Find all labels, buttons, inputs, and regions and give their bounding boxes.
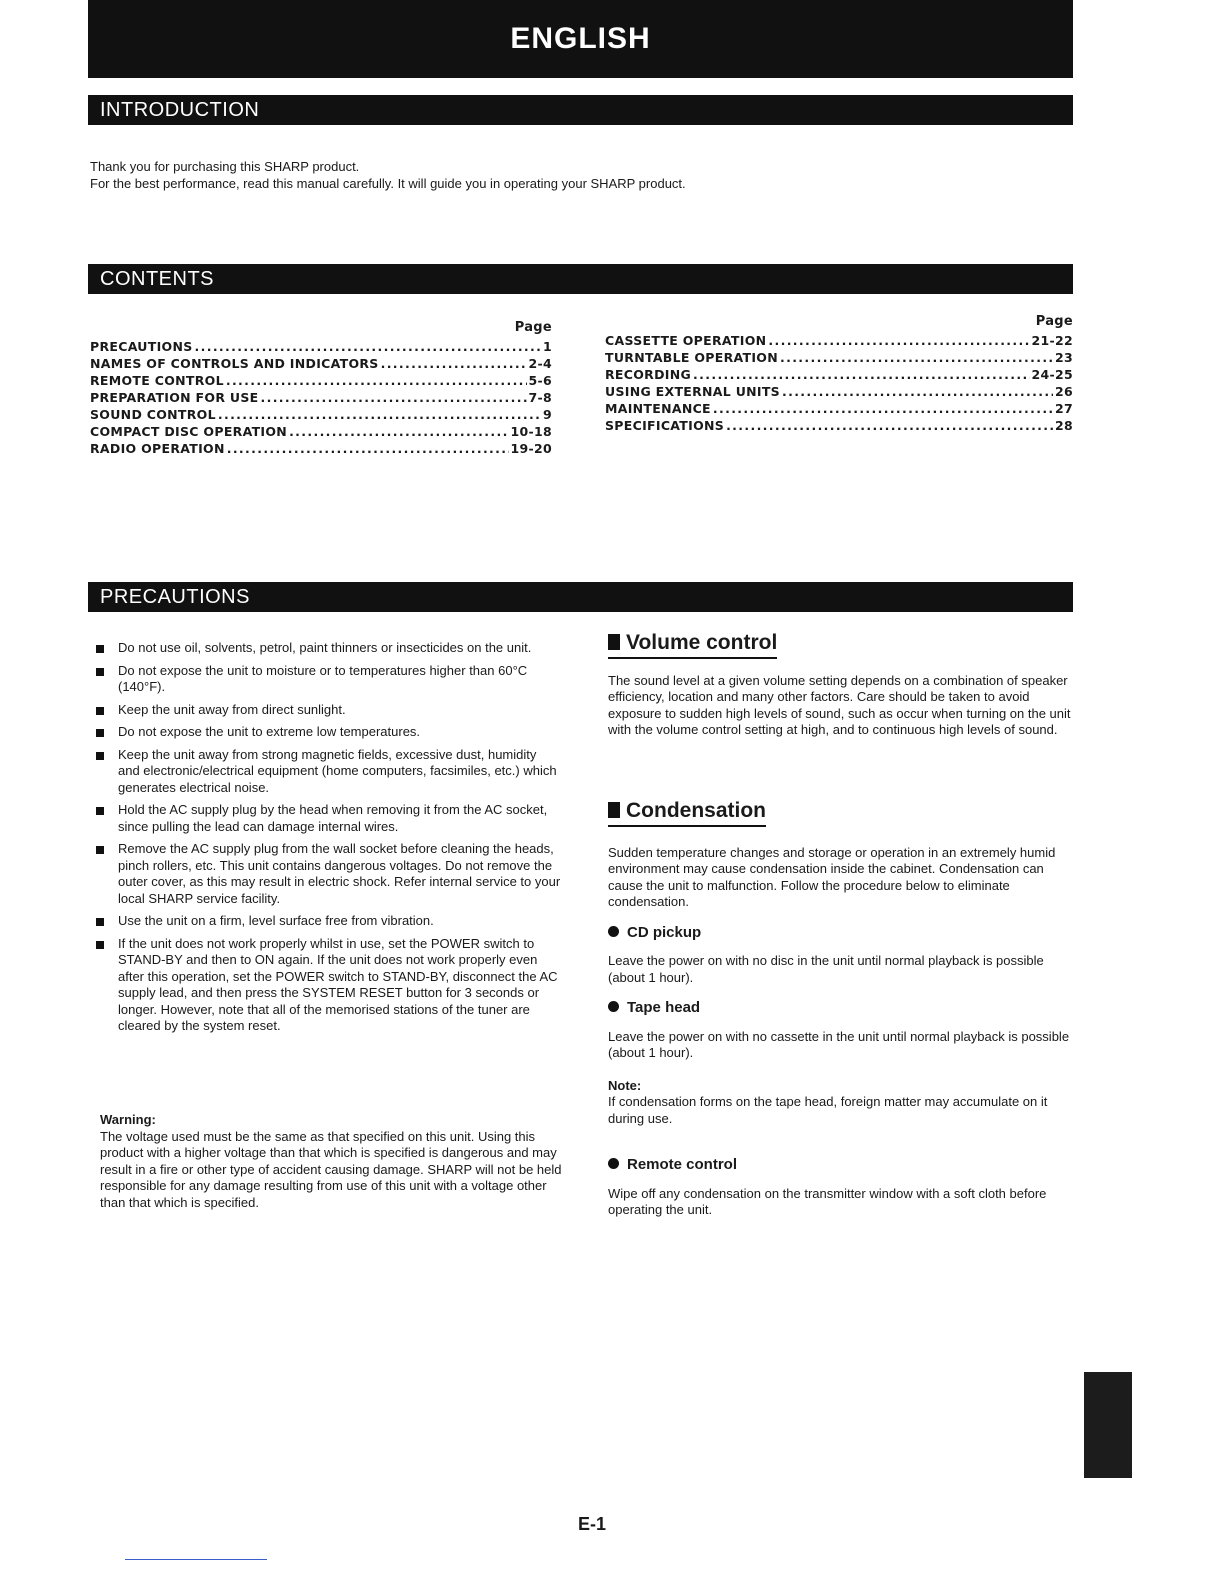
toc-title: SOUND CONTROL — [90, 407, 216, 422]
tape-head-heading: Tape head — [608, 1000, 1076, 1017]
toc-title: MAINTENANCE — [605, 401, 711, 416]
warning-heading: Warning: — [100, 1112, 156, 1127]
toc-page: 24-25 — [1031, 367, 1073, 382]
volume-control-text: The sound level at a given volume setting depends on a combination of speaker efficiency, location and many other factors. Care should be taken to avoid exposure to sudden high levels of sound, such as occur when turning on the unit with the volume control setting at high, and to continuous high levels of sound. — [608, 672, 1071, 737]
toc-title: RECORDING — [605, 367, 692, 382]
cd-pickup-heading: CD pickup — [608, 925, 1076, 942]
toc-row[interactable] — [90, 407, 552, 424]
introduction-line-2: For the best performance, read this manual carefully. It will guide you in operating your SHARP product. — [90, 176, 686, 191]
list-item: If the unit does not work properly whilst in use, set the POWER switch to STAND-BY and then to ON again. If the unit does not work properly even after this operation, set the POWER switch to STAND-BY, disconnect the AC supply lead, and then press the SYSTEM RESET button for 3 seconds or longer. However, note that all of the memorised stations of the tuner are cleared by the system reset. — [96, 936, 561, 1035]
toc-title: COMPACT DISC OPERATION — [90, 424, 288, 439]
footer-rule — [125, 1559, 267, 1560]
toc-row[interactable] — [90, 441, 552, 458]
section-thumb-tab — [1084, 1372, 1132, 1478]
square-bullet-icon — [608, 802, 620, 818]
toc-title: RADIO OPERATION — [90, 441, 225, 456]
toc-row[interactable] — [605, 384, 1073, 401]
toc-title: CASSETTE OPERATION — [605, 333, 767, 348]
toc-page: 10-18 — [510, 424, 552, 439]
condensation-heading: Condensation — [608, 802, 766, 827]
list-item: Keep the unit away from strong magnetic fields, excessive dust, humidity and electronic/electrical equipment (home computers, facsimiles, etc.) which generates electrical noise. — [96, 747, 561, 797]
toc-title: USING EXTERNAL UNITS — [605, 384, 780, 399]
square-bullet-icon — [96, 846, 104, 854]
toc-row[interactable] — [90, 373, 552, 390]
toc-title: NAMES OF CONTROLS AND INDICATORS — [90, 356, 379, 371]
list-item: Do not use oil, solvents, petrol, paint thinners or insecticides on the unit. — [96, 640, 561, 657]
toc-page: 26 — [1055, 384, 1073, 399]
square-bullet-icon — [96, 668, 104, 676]
square-bullet-icon — [96, 918, 104, 926]
toc-title: SPECIFICATIONS — [605, 418, 725, 433]
toc-page: 1 — [543, 339, 552, 354]
introduction-header — [88, 95, 1073, 125]
square-bullet-icon — [608, 634, 620, 650]
toc-row[interactable] — [605, 350, 1073, 367]
toc-title: REMOTE CONTROL — [90, 373, 224, 388]
toc-page: 9 — [543, 407, 552, 422]
condensation-text: Sudden temperature changes and storage or operation in an extremely humid environment may cause condensation inside the cabinet. Condensation can cause the unit to malfunction. Follow the procedure below to eliminate condensation. — [608, 844, 1056, 909]
language-banner — [88, 0, 1073, 78]
toc-title: PRECAUTIONS — [90, 339, 193, 354]
toc-page: 5-6 — [528, 373, 552, 388]
square-bullet-icon — [96, 729, 104, 737]
precautions-heading: PRECAUTIONS — [88, 582, 262, 614]
toc-title: TURNTABLE OPERATION — [605, 350, 778, 365]
note-text: If condensation forms on the tape head, foreign matter may accumulate on it during use. — [608, 1094, 1048, 1126]
page-label: Page — [1035, 314, 1073, 329]
toc-title: PREPARATION FOR USE — [90, 390, 259, 405]
list-item: Keep the unit away from direct sunlight. — [96, 702, 561, 719]
square-bullet-icon — [96, 707, 104, 715]
page-label: Page — [514, 320, 552, 335]
note-heading: Note: — [608, 1077, 642, 1093]
cd-pickup-text: Leave the power on with no disc in the unit until normal playback is possible (about 1 hour). — [608, 953, 1044, 985]
banner-title: ENGLISH — [510, 22, 651, 55]
toc-row[interactable] — [605, 367, 1073, 384]
contents-right-column — [605, 314, 1073, 435]
round-bullet-icon — [608, 1001, 619, 1012]
contents-header — [88, 264, 1073, 294]
precautions-list — [96, 640, 561, 1041]
introduction-text — [90, 158, 686, 192]
toc-page: 27 — [1055, 401, 1073, 416]
toc-row[interactable] — [90, 339, 552, 356]
introduction-heading: INTRODUCTION — [88, 95, 271, 127]
list-item: Hold the AC supply plug by the head when removing it from the AC socket, since pulling the lead can damage internal wires. — [96, 802, 561, 835]
volume-control-section — [608, 631, 1076, 739]
list-item: Do not expose the unit to extreme low temperatures. — [96, 724, 561, 741]
page-number: E-1 — [578, 1514, 607, 1534]
remote-control-text: Wipe off any condensation on the transmitter window with a soft cloth before operating the unit. — [608, 1185, 1047, 1217]
toc-page: 7-8 — [528, 390, 552, 405]
round-bullet-icon — [608, 1158, 619, 1169]
toc-page: 21-22 — [1031, 333, 1073, 348]
remote-control-heading: Remote control — [608, 1157, 1076, 1174]
toc-page: 28 — [1055, 418, 1073, 433]
list-item: Use the unit on a firm, level surface free from vibration. — [96, 913, 561, 930]
square-bullet-icon — [96, 645, 104, 653]
toc-row[interactable] — [90, 356, 552, 373]
square-bullet-icon — [96, 807, 104, 815]
contents-heading: CONTENTS — [88, 264, 226, 296]
toc-row[interactable] — [605, 401, 1073, 418]
toc-row[interactable] — [605, 333, 1073, 350]
introduction-line-1: Thank you for purchasing this SHARP product. — [90, 159, 360, 174]
toc-page: 23 — [1055, 350, 1073, 365]
toc-page: 19-20 — [510, 441, 552, 456]
toc-row[interactable] — [90, 390, 552, 407]
precautions-header — [88, 582, 1073, 612]
toc-page: 2-4 — [528, 356, 552, 371]
round-bullet-icon — [608, 926, 619, 937]
warning-text: The voltage used must be the same as that specified on this unit. Using this product with a higher voltage than that which is specified is dangerous and may result in a fire or other type of accident causing damage. SHARP will not be held responsible for any damage resulting from use of this unit with a voltage other than that which is specified. — [100, 1128, 562, 1210]
volume-control-heading: Volume control — [608, 634, 777, 659]
tape-head-text: Leave the power on with no cassette in the unit until normal playback is possible (about 1 hour). — [608, 1028, 1070, 1060]
square-bullet-icon — [96, 941, 104, 949]
list-item: Do not expose the unit to moisture or to temperatures higher than 60°C (140°F). — [96, 663, 561, 696]
warning-block — [100, 1112, 562, 1211]
square-bullet-icon — [96, 752, 104, 760]
toc-row[interactable] — [605, 418, 1073, 435]
contents-left-column — [90, 320, 552, 458]
list-item: Remove the AC supply plug from the wall socket before cleaning the heads, pinch rollers, etc. This unit contains dangerous voltages. Do not remove the outer cover, as this may result in electric shock. Refer internal service to your local SHARP service facility. — [96, 841, 561, 907]
condensation-section — [608, 799, 1076, 1219]
toc-row[interactable] — [90, 424, 552, 441]
